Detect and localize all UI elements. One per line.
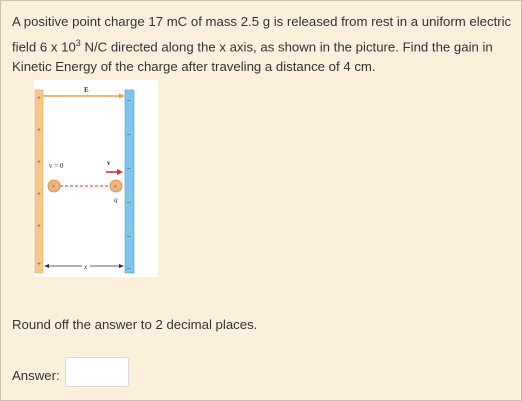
- charge-initial-sign: +: [51, 184, 55, 191]
- negative-plate: [125, 90, 134, 273]
- charge-final-sign: +: [113, 184, 117, 191]
- plus-sign: +: [37, 94, 41, 102]
- electric-field-diagram: [34, 80, 158, 277]
- minus-sign: –: [127, 232, 131, 240]
- plus-sign: +: [37, 222, 41, 230]
- field-label: E: [84, 86, 89, 94]
- plus-sign: +: [37, 158, 41, 166]
- rounding-instruction: Round off the answer to 2 decimal places.: [12, 317, 258, 332]
- minus-sign: –: [127, 198, 131, 206]
- question-text: [12, 12, 512, 78]
- minus-sign: –: [127, 264, 131, 272]
- question-text-part-2: N/C directed along the x axis, as shown in the picture. Find the gain in Kinetic Energy of the charge after traveling a distance of 4 cm.: [12, 38, 493, 75]
- plus-sign: +: [37, 190, 41, 198]
- minus-sign: –: [127, 130, 131, 138]
- distance-arrowhead-right: [119, 264, 124, 268]
- plus-sign: +: [37, 260, 41, 268]
- initial-velocity-label: v = 0: [49, 162, 64, 170]
- distance-label: x: [84, 263, 88, 271]
- answer-input[interactable]: [65, 357, 129, 387]
- distance-arrowhead-left: [44, 264, 49, 268]
- electric-field-figure: [34, 80, 158, 277]
- minus-sign: –: [127, 96, 131, 104]
- positive-plate: [35, 90, 43, 273]
- question-superscript: 3: [75, 37, 81, 48]
- question-text-part-1: A positive point charge 17 mC of mass 2.5 g is released from rest in a uniform electric field 6 x 10: [12, 14, 512, 54]
- answer-label: Answer:: [12, 368, 60, 383]
- minus-sign: –: [127, 164, 131, 172]
- charge-label: q: [114, 196, 118, 204]
- plus-sign: +: [37, 126, 41, 134]
- field-arrowhead: [119, 94, 125, 99]
- velocity-arrowhead: [117, 169, 123, 175]
- velocity-label: v: [107, 159, 111, 167]
